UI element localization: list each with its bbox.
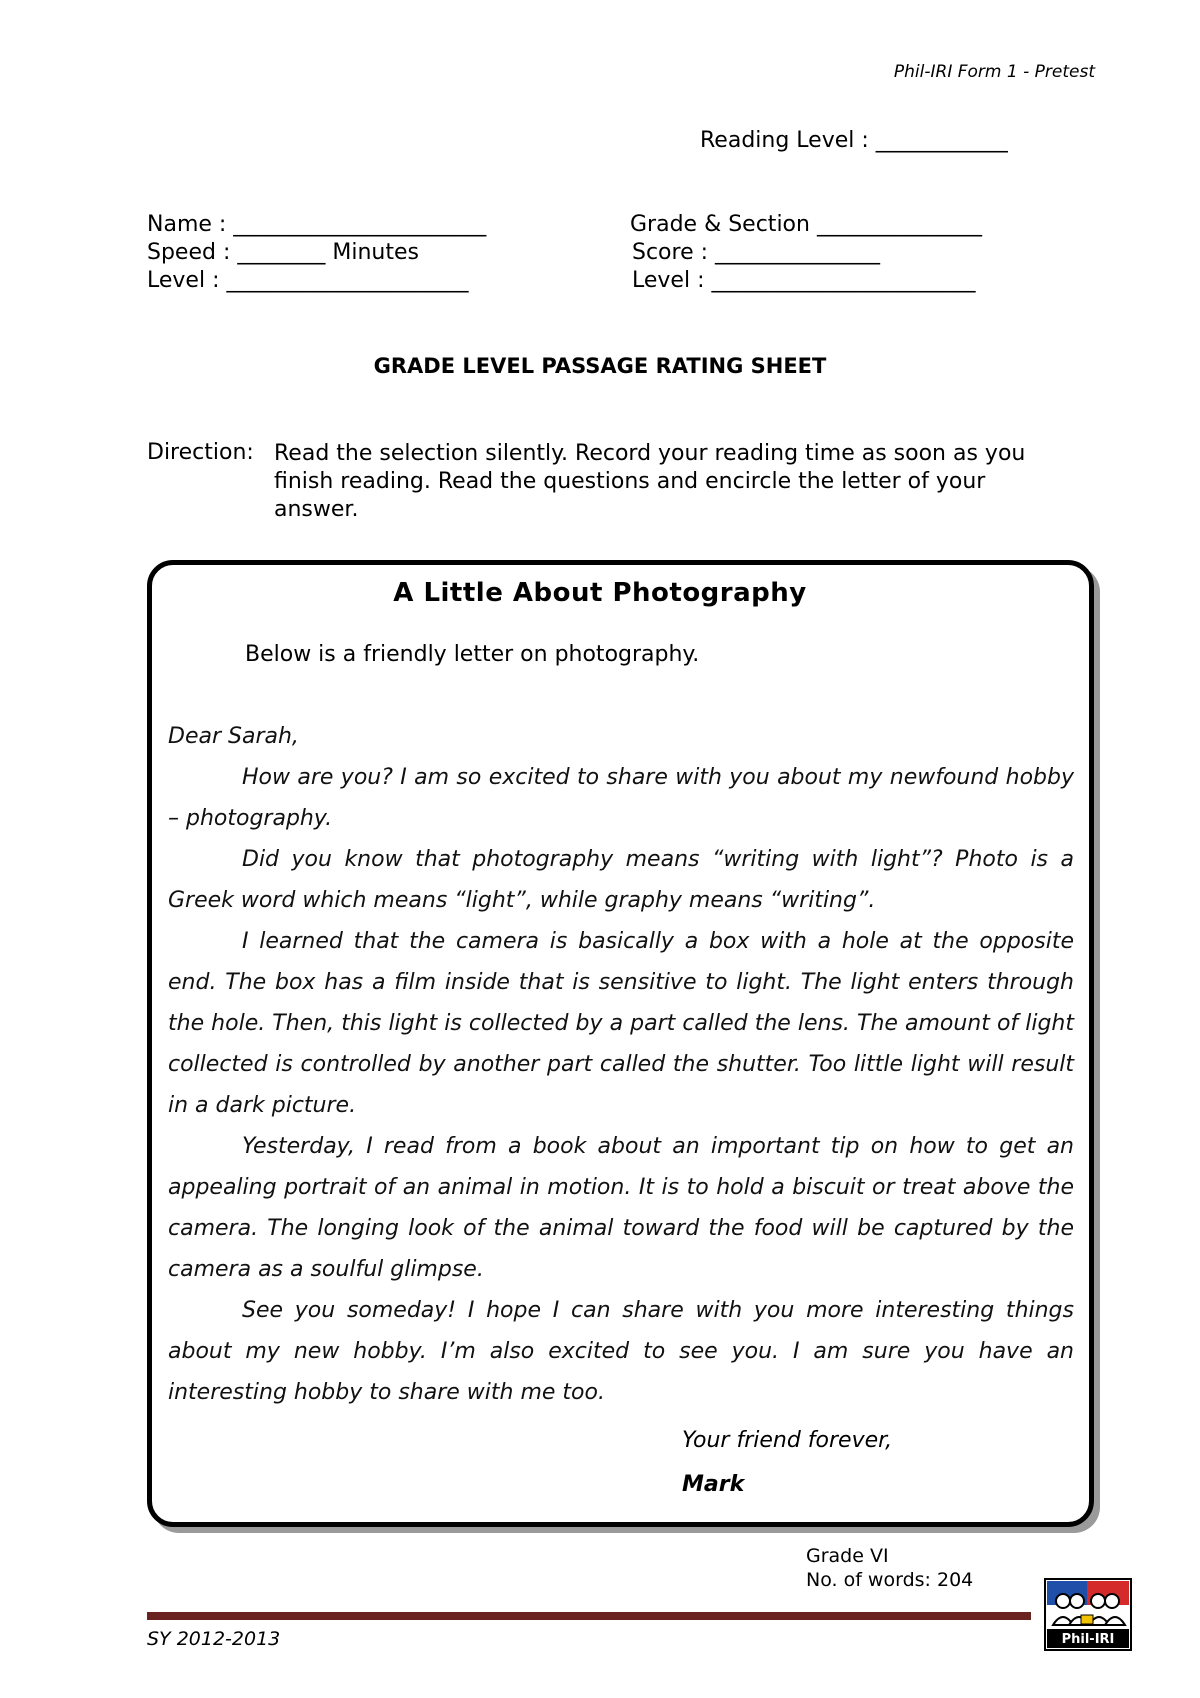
logo-text: Phil-IRI	[1061, 1632, 1115, 1647]
speed-field: Speed : ________ Minutes	[147, 240, 419, 265]
level-field-left: Level : ______________________	[147, 268, 469, 293]
letter-signature: Mark	[682, 1472, 745, 1497]
story-intro: Below is a friendly letter on photography.	[245, 642, 700, 667]
grade-section-field: Grade & Section _______________	[630, 212, 982, 237]
direction-text: Read the selection silently. Record your reading time as soon as you finish reading. Read the questions and encircle the letter of your answer.	[274, 441, 1026, 522]
word-count: No. of words: 204	[806, 1569, 974, 1591]
letter-greeting: Dear Sarah,	[168, 724, 299, 749]
letter-paragraph: See you someday! I hope I can share with you more interesting things about my new hobby. I’m also excited to see you. I am sure you have an interesting hobby to share with me too.	[168, 1298, 1074, 1405]
direction-label: Direction:	[147, 440, 254, 465]
form-label: Phil-IRI Form 1 - Pretest	[893, 62, 1095, 82]
school-year: SY 2012-2013	[147, 1628, 281, 1650]
name-field: Name : _______________________	[147, 212, 487, 237]
level-field-right: Level : ________________________	[632, 268, 976, 293]
letter-paragraph: How are you? I am so excited to share with you about my newfound hobby – photography.	[168, 765, 1074, 831]
footer-rule	[147, 1612, 1031, 1620]
page-title: GRADE LEVEL PASSAGE RATING SHEET	[373, 354, 827, 378]
letter-paragraph: Did you know that photography means “writing with light”? Photo is a Greek word which means “light”, while graphy means “writing”.	[168, 847, 1074, 913]
story-title: A Little About Photography	[393, 578, 807, 608]
grade-label: Grade VI	[806, 1545, 889, 1567]
reading-level-field: Reading Level : ____________	[700, 128, 1008, 153]
letter-body	[168, 716, 1074, 1413]
letter-closing: Your friend forever,	[682, 1428, 893, 1453]
phil-iri-logo	[1043, 1577, 1133, 1652]
letter-paragraph: I learned that the camera is basically a box with a hole at the opposite end. The box has a film inside that is sensitive to light. The light enters through the hole. Then, this light is collected by a part called the lens. The amount of light collected is controlled by another part called the shutter. Too little light will result in a dark picture.	[168, 929, 1074, 1118]
letter-paragraph: Yesterday, I read from a book about an important tip on how to get an appealing portrait of an animal in motion. It is to hold a biscuit or treat above the camera. The longing look of the animal toward the food will be captured by the camera as a soulful glimpse.	[168, 1134, 1074, 1282]
score-field: Score : _______________	[632, 240, 881, 265]
